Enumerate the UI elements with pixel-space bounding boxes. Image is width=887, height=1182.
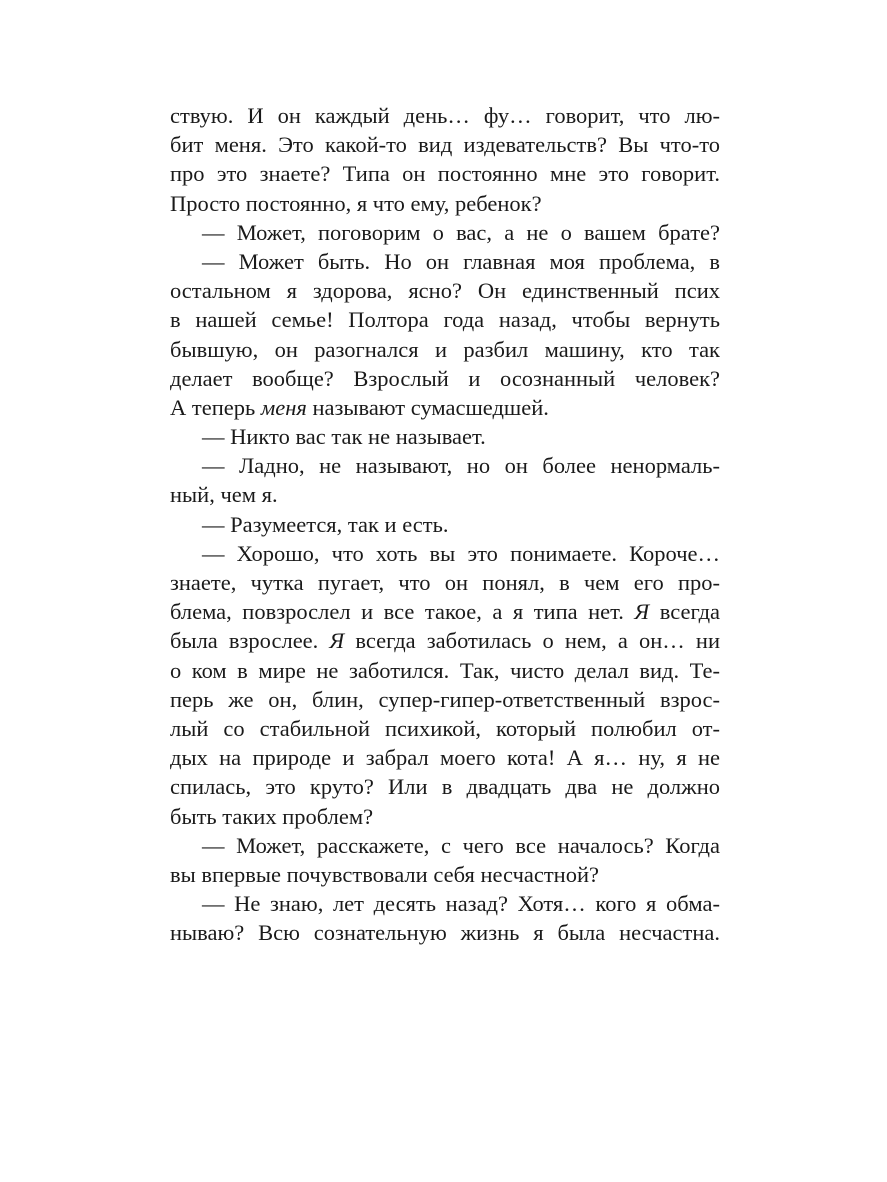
text-line: ствую. И он каждый день… фу… говорит, что лю- xyxy=(170,103,720,128)
text-line: спилась, это круто? Или в двадцать два не должно xyxy=(170,774,720,800)
text-line: вы впервые почувствовали себя несчастной? xyxy=(170,861,600,887)
text-fragment: всегда заботилась о нем, а он… ни xyxy=(344,628,720,654)
text-line: бывшую, он разогнался и разбил машину, кто так xyxy=(170,336,720,362)
text-fragment: называют сумасшедшей. xyxy=(306,394,549,420)
dialogue-line: — Может, поговорим о вас, а не о вашем брате? xyxy=(202,219,720,245)
text-line: ный, чем я. xyxy=(170,482,278,508)
text-fragment: блема, повзрослел и все такое, а я типа нет. xyxy=(170,599,635,625)
dialogue-line: — Может быть. Но он главная моя проблема, в xyxy=(202,248,720,274)
emphasis-text: Я xyxy=(329,628,345,654)
dialogue-line: — Разумеется, так и есть. xyxy=(202,511,449,537)
text-line: остальном я здорова, ясно? Он единственный псих xyxy=(170,278,720,304)
text-line: нываю? Всю сознательную жизнь я была несчастна. xyxy=(170,920,720,946)
text-line: перь же он, блин, супер-гипер-ответственный взрос- xyxy=(170,686,720,712)
text-line xyxy=(170,597,720,626)
text-line: Просто постоянно, я что ему, ребенок? xyxy=(170,190,542,216)
dialogue-line: — Не знаю, лет десять назад? Хотя… кого я обма- xyxy=(202,891,720,917)
text-line: знаете, чутка пугает, что он понял, в чем его про- xyxy=(170,570,720,595)
emphasis-text: Я xyxy=(634,599,650,625)
text-line xyxy=(170,393,720,422)
text-line: дых на природе и забрал моего кота! А я… ну, я не xyxy=(170,745,720,771)
text-line: про это знаете? Типа он постоянно мне это говорит. xyxy=(170,161,720,187)
dialogue-line: — Хорошо, что хоть вы это понимаете. Короче… xyxy=(202,540,720,566)
text-line: быть таких проблем? xyxy=(170,803,374,829)
dialogue-line: — Никто вас так не называет. xyxy=(202,424,486,450)
emphasis-text: меня xyxy=(260,394,307,420)
text-fragment: всегда xyxy=(649,599,720,625)
text-line: бит меня. Это какой-то вид издевательств? Вы что-то xyxy=(170,132,720,158)
text-fragment: была взрослее. xyxy=(170,628,330,654)
text-line: лый со стабильной психикой, который полюбил от- xyxy=(170,715,720,741)
text-fragment: А теперь xyxy=(170,394,261,420)
text-line: делает вообще? Взрослый и осознанный человек? xyxy=(170,365,720,391)
text-line: в нашей семье! Полтора года назад, чтобы вернуть xyxy=(170,307,720,333)
dialogue-line: — Ладно, не называют, но он более ненормаль- xyxy=(202,453,720,479)
book-page xyxy=(170,101,720,947)
text-line xyxy=(170,626,720,655)
dialogue-line: — Может, расскажете, с чего все началось? Когда xyxy=(202,832,720,858)
text-line: о ком в мире не заботился. Так, чисто делал вид. Те- xyxy=(170,657,720,683)
